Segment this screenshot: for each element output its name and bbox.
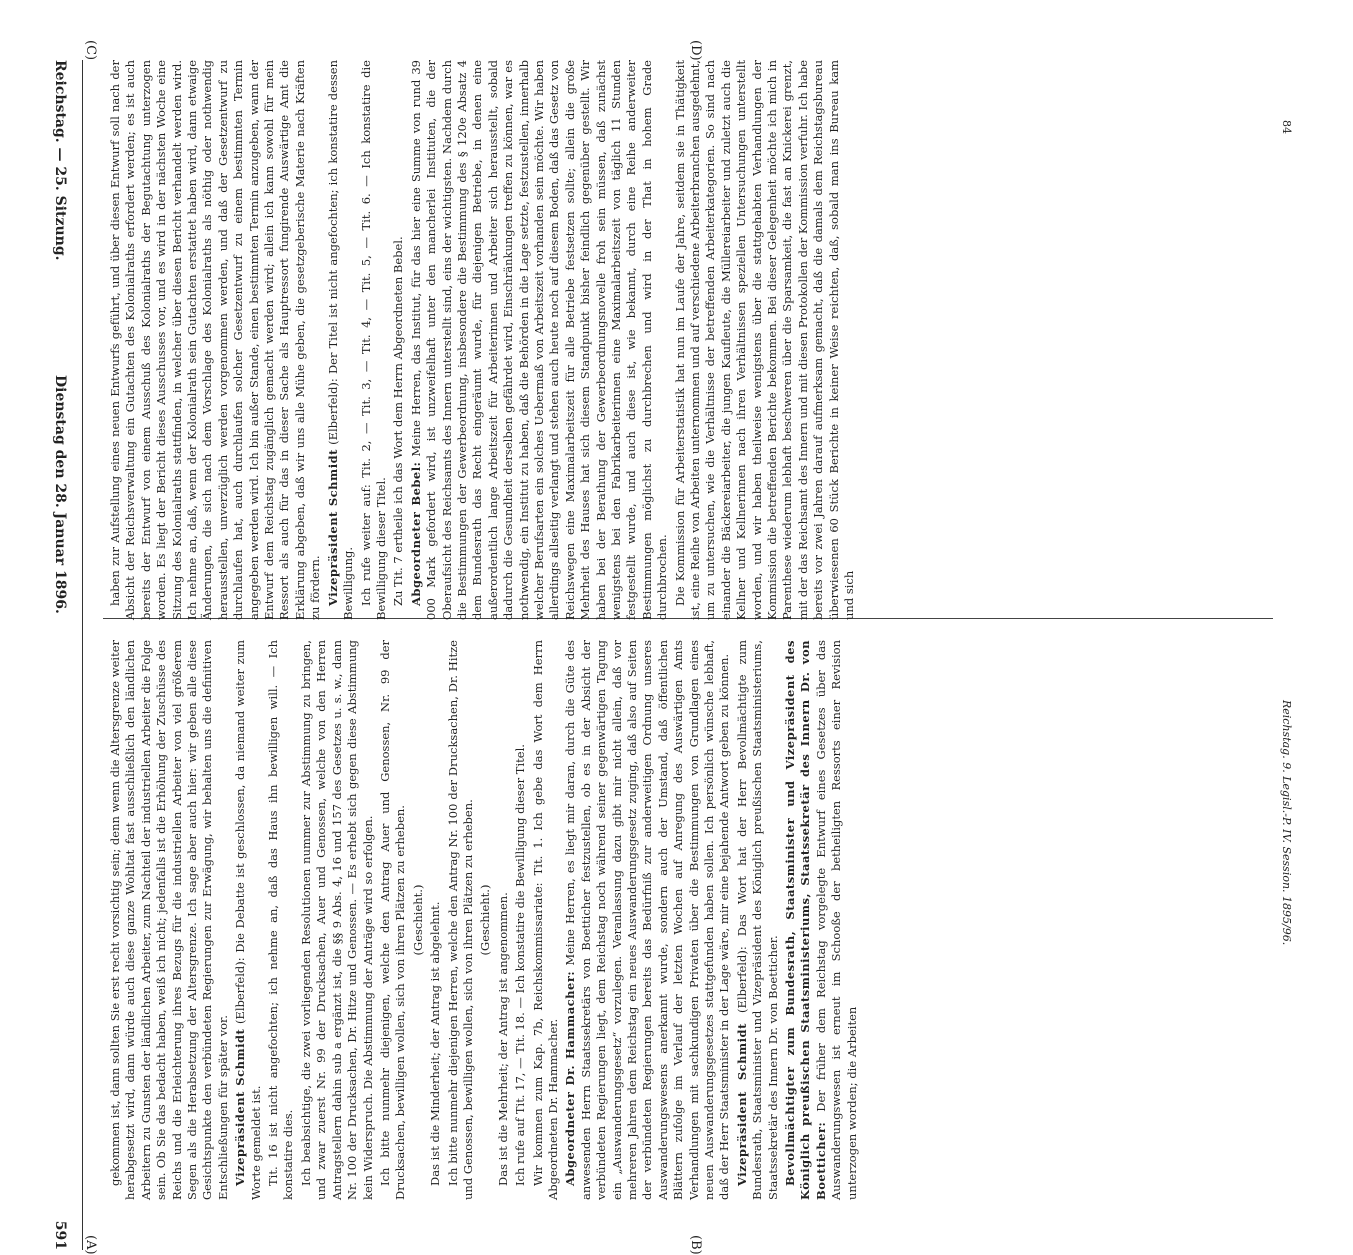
paragraph: Die Kommission für Arbeiterstatistik hat nun im Laufe der Jahre, seitdem sie in Thätigkeit ist, eine Reihe von Arbeiten unternommen und auf verschiedene Arbeiterbranchen ausgedehnt, um zu untersuchen, wie die Verhältnisse der betreffenden Arbeiterkategorien. So sind nach einander die Bäckereiarbeiter, die jungen Kaufleute, die Müllereiarbeiter und zuletzt auch die Kellner und Kellnerinnen nach ihren Verhältnissen speziellen Untersuchungen unterstellt worden, und wir haben theilweise wenigstens über die stattgehabten Verhandlungen der Kommission die betreffenden Berichte bekommen. Bei dieser Gelegenheit möchte ich mich in Parenthese wiederum lebhaft beschweren über die Sparsamkeit, die fast an Knickerei grenzt, mit der das Reichsamt des Innern und mit diesen Protokollen der Kommission verfuhr. Ich habe bereits vor zwei Jahren darauf aufmerksam gemacht, daß die damals dem Reichstagsbureau überwiesenen 60 Stück Berichte in keiner Weise reichten, daß, sobald man ins Bureau kam und sich	[672, 60, 857, 620]
paragraph: Das ist die Mehrheit; der Antrag ist angenommen.	[495, 892, 510, 1186]
stage-direction: (Geschieht.)	[478, 884, 493, 956]
paragraph: gekommen ist, dann sollten Sie erst recht vorsichtig sein; denn wenn die Altersgrenze weiter herabgesetzt wird, dann würde auch diese ganze Wohltat fast ausschließlich den ländlichen Arbeitern zu Gunsten der ländlichen Arbeiter, zum Nachteil der industriellen Arbeiter die Folge sein. Ob Sie das bedacht haben, weiß ich nicht; jedenfalls ist die Erhöhung der Zuschüsse des Reichs und die Erleichterung ihres Bezugs für die industriellen Arbeiter von viel größerem Segen als die Herabsetzung der Altersgrenze. Ich sage aber auch hier: wir geben alle diese Gesichtspunkte den verbündeten Regierungen zur Erwägung, wir behalten uns die definitiven Entschließungen für später vor.	[108, 640, 230, 1200]
paragraph: Ich bitte nunmehr diejenigen Herren, welche den Antrag Nr. 100 der Drucksachen, Dr. Hitze und Genossen, bewilligen wollen, sich von ihren Plätzen zu erheben.	[445, 640, 475, 1200]
paragraph: Ich bitte nunmehr diejenigen, welche den Antrag Auer und Genossen, Nr. 99 der Drucksachen, bewilligen wollen, sich von ihren Plätzen zu erheben.	[377, 640, 408, 1200]
left-column	[108, 640, 1268, 1200]
paragraph: Tit. 16 ist nicht angefochten; ich nehme an, daß das Haus ihn bewilligen will. — Ich konstatire dies.	[266, 640, 296, 1200]
paragraph: Ich beabsichtige, die zwei vorliegenden Resolutionen nummer zur Abstimmung zu bringen, und zwar zuerst Nr. 99 der Drucksachen, Auer und Genossen, welche von den Herren Antragstellern dahin sub a ergänzt ist, die §§ 9 Abs. 4, 16 und 157 des Gesetzes u. s. w., dann Nr. 100 der Drucksachen, Dr. Hitze und Genossen. — Es erhebt sich gegen diese Abstimmung kein Widerspruch. Die Abstimmung der Anträge wird so erfolgen.	[298, 640, 375, 1200]
speaker-name: Vizepräsident Schmidt	[734, 1023, 749, 1186]
speech-text: (Elberfeld): Der Titel ist nicht angefochten; ich konstatire dessen Bewilligung.	[325, 60, 356, 620]
margin-letter-a: (A)	[83, 1235, 98, 1255]
stage-direction: (Geschieht.)	[410, 884, 425, 956]
speech-text: Der früher dem Reichstag vorgelegte Entwurf eines Gesetzes über das Auswanderungswesen ist erneut im Schooße der betheiligten Ressorts einer Revision unterzogen worden; die Arbeiten	[813, 640, 859, 1200]
header-rule	[82, 60, 83, 1250]
page-number: 591	[52, 1220, 68, 1250]
paragraph	[326, 60, 357, 620]
paragraph	[783, 640, 860, 1200]
page-header	[46, 60, 68, 1250]
speaker-name: Vizepräsident Schmidt	[233, 1028, 248, 1186]
footer-sheet-number: 84	[1280, 120, 1293, 134]
margin-letter-c: (C)	[83, 40, 98, 61]
paragraph: Ich rufe auf Tit. 17, — Tit. 18. — Ich konstatire die Bewilligung dieser Titel.	[513, 744, 528, 1186]
speaker-name: Vizepräsident Schmidt	[325, 449, 340, 606]
paragraph: Ich rufe weiter auf: Tit. 2, — Tit. 3, — Tit. 4, — Tit. 5, — Tit. 6. — Ich konstatire die Bewilligung dieser Titel.	[358, 60, 388, 620]
paragraph	[409, 60, 671, 620]
paragraph: haben zur Aufstellung eines neuen Entwurfs geführt, und über diesen Entwurf soll nach der Absicht der Reichsverwaltung ein Gutachten des Kolonialraths erfordert werden; es ist auch bereits der Entwurf von einem Ausschuß des Kolonialraths der Begutachtung unterzogen worden. Es liegt der Bericht dieses Ausschusses vor, und es wird in der nächsten Woche eine Sitzung des Kolonialraths stattfinden, in welcher über diesen Bericht verhandelt werden wird. Ich nehme an, daß, wenn der Kolonialrath sein Gutachten erstattet haben wird, dann etwaige Änderungen, die sich nach dem Vorschlage des Kolonialraths als nöthig oder nothwendig herausstellen, unverzüglich werden vorgenommen werden, und daß der Gesetzentwurf zu durchlaufen hat, auch durchlaufen solcher Gesetzentwurf zu einem bestimmten Termin angegeben werden wird. Ich bin außer Stande, einen bestimmten Termin anzugeben, wann der Entwurf dem Reichstag zugänglich gemacht werden wird; allein ich kann sowohl für mein Ressort als auch für das in dieser Sache als Hauptressort fungirende Auswärtige Amt die Erklärung abgeben, daß wir uns alle Mühe geben, die gesetzgeberische Materie nach Kräften zu fördern.	[108, 60, 323, 620]
speaker-name: Bevollmächtigter zum Bundesrath, Staatsminister und Vizepräsident des Königlich preußischen Staatsministeriums, Staatssekretär des Innern Dr. von Boetticher:	[783, 640, 828, 1200]
paragraph	[233, 640, 264, 1200]
speaker-name: Abgeordneter Bebel:	[408, 461, 423, 606]
speech-text: (Elberfeld): Das Wort hat der Herr Bevollmächtigte zum Bundesrath, Staatsminister und Vizepräsident des Königlich preußischen Staatsministeriums, Staatssekretär des Innern Dr. von Boetticher.	[734, 640, 780, 1200]
paragraph: Wir kommen zum Kap. 7b, Reichskommissariate: Tit. 1. Ich gebe das Wort dem Herrn Abgeordneten Dr. Hammacher.	[530, 640, 560, 1200]
right-column	[108, 60, 1268, 620]
speech-text: Meine Herren, es liegt mir daran, durch die Güte des anwesenden Herrn Staatssekretärs von Boetticher festzustellen, ob es in der Absicht der verbündeten Regierungen liegt, dem Reichstag noch während seiner gegenwärtigen Tagung ein „Auswanderungsgesetz“ vorzulegen. Veranlassung dazu gibt mir nicht allein, daß vor mehreren Jahren dem Reichstag ein neues Auswanderungsgesetz zuging, daß also auf Seiten der verbündeten Regierungen bereits das Bedürfniß zur anderweitigen Ordnung unseres Auswanderungswesens anerkannt wurde, sondern auch der Umstand, daß öffentlichen Blättern zufolge im Verlauf der letzten Wochen auf Anregung des Auswärtigen Amts Verhandlungen mit sachkundigen Privaten über die Bestimmungen von Grundlagen eines neuen Auswanderungsgesetzes stattgefunden haben sollen. Ich persönlich wünsche lebhaft, daß der Herr Staatsminister in der Lage wäre, mir eine bejahende Antwort geben zu können.	[563, 640, 732, 1200]
paragraph	[563, 640, 732, 1200]
speech-text: (Elberfeld): Die Debatte ist geschlossen, da niemand weiter zum Worte gemeldet ist.	[233, 640, 263, 1200]
header-date: Dienstag den 28. Januar 1896.	[52, 375, 68, 614]
header-left: Reichstag. — 25. Sitzung.	[52, 60, 68, 261]
speaker-name: Abgeordneter Dr. Hammacher:	[563, 970, 578, 1186]
footer-session-info: Reichstag. 9. Legisl.-P. IV. Session. 1895/96.	[1280, 700, 1293, 946]
paragraph	[735, 640, 781, 1200]
paragraph: Das ist die Minderheit; der Antrag ist abgelehnt.	[428, 901, 443, 1186]
margin-letter-d: (D)	[688, 40, 703, 61]
speech-text: Meine Herren, das Institut, für das hier eine Summe von rund 39 000 Mark gefordert wird, ist unzweifelhaft unter den mancherlei Instituten, die der Oberaufsicht des Reichsamts des Innern unterstellt sind, eins der wichtigsten. Nachdem durch die Bestimmungen der Gewerbeordnung, insbesondere die Bestimmung des § 120e Absatz 4 dem Bundesrath das Recht eingeräumt wurde, für diejenigen Betriebe, in denen eine außerordentlich lange Arbeitszeit für Arbeiterinnen und Arbeiter sich herausstellt, sobald dadurch die Gesundheit derselben gefährdet wird, Einschränkungen treffen zu können, war es nothwendig, ein Institut zu haben, daß die Behörden in die Lage setzte, festzustellen, innerhalb welcher Berufsarten ein solches Uebermaß von Arbeitszeit vorhanden sein möchte. Wir haben allerdings allseitig verlangt und stehen auch heute noch auf diesem Boden, daß das Gesetz von Reichswegen eine Maximalarbeitszeit für alle Betriebe festsetzen sollte; allein die große Mehrheit des Hauses hat sich diesem Standpunkt bisher feindlich gegenüber gestellt. Wir haben bei der Berathung der Gewerbeordnungsnovelle froh sein müssen, daß zunächst wenigstens bei den Fabrikarbeiterinnen eine Maximalarbeitszeit von täglich 11 Stunden festgestellt wurde, und auch diese ist, wie bekannt, durch eine Reihe anderweiter Bestimmungen möglichst zu durchbrechen und wird in der That in hohem Grade durchbrochen.	[408, 60, 670, 620]
paragraph: Zu Tit. 7 ertheile ich das Wort dem Herrn Abgeordneten Bebel.	[391, 236, 406, 606]
margin-letter-b: (B)	[688, 1235, 703, 1255]
